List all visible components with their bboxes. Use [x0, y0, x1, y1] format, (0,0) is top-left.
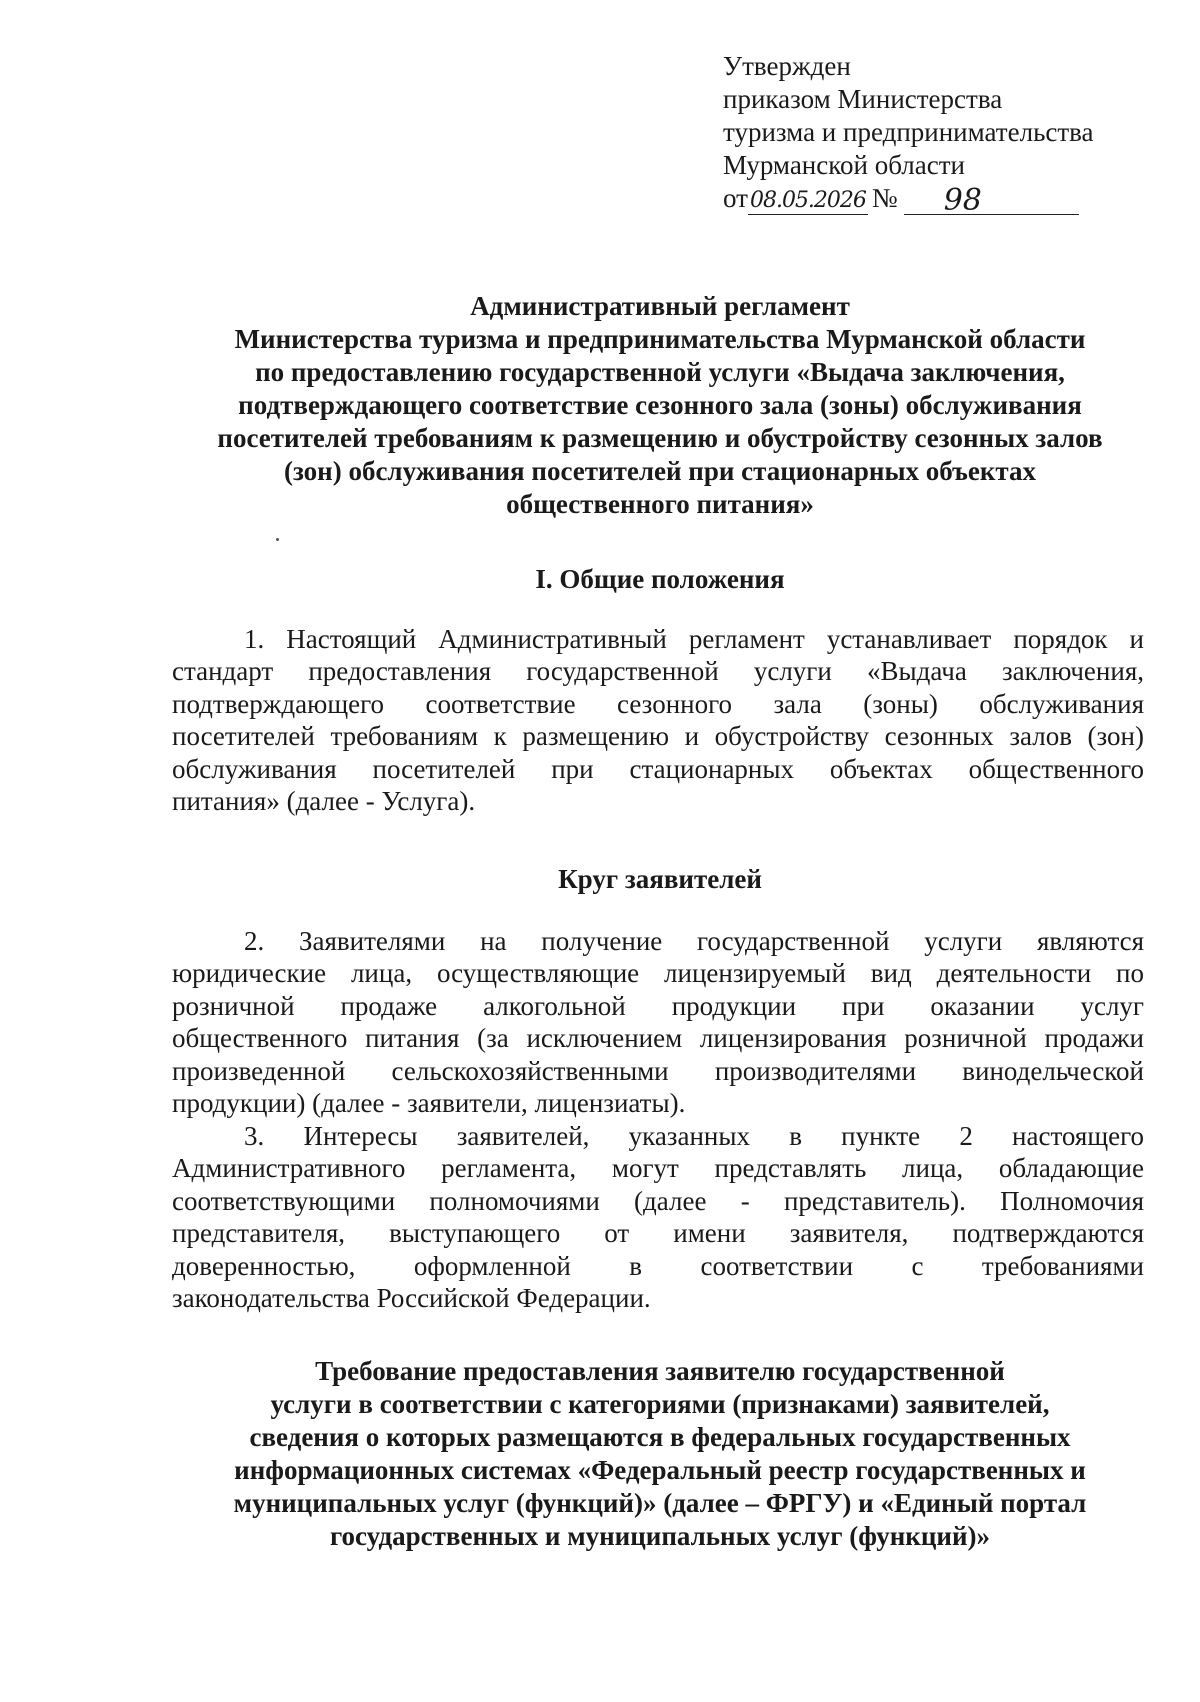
paragraph-line: розничной продаже алкогольной продукции при оказании услуг — [172, 990, 1144, 1021]
paragraph-line: соответствующими полномочиями (далее - представитель). Полномочия — [172, 1185, 1144, 1216]
paragraph-line: обслуживания посетителей при стационарных объектах общественного — [172, 753, 1144, 784]
paragraph-line: Административного регламента, могут представлять лица, обладающие — [172, 1153, 1144, 1184]
paragraph-line: стандарт предоставления государственной услуги «Выдача заключения, — [172, 656, 1144, 687]
paragraph-line: 2. Заявителями на получение государственной услуги являются — [244, 926, 1144, 956]
paragraph-line: 3. Интересы заявителей, указанных в пункте 2 настоящего — [244, 1121, 1144, 1151]
approval-line: туризма и предпринимательства — [723, 117, 1094, 147]
paragraph-2 — [172, 925, 1144, 1119]
paragraph-line: представителя, выступающего от имени заявителя, подтверждаются — [172, 1218, 1144, 1249]
paragraph-line: 1. Настоящий Административный регламент устанавливает порядок и — [244, 624, 1144, 654]
title-line: по предоставлению государственной услуги «Выдача заключения, — [255, 357, 1065, 387]
section-heading-requirement — [170, 1355, 1150, 1553]
from-label: от — [723, 183, 748, 213]
approval-date-number-line — [723, 182, 1143, 218]
title-line: посетителей требованиям к размещению и обустройству сезонных залов — [217, 423, 1103, 453]
heading-line: государственных и муниципальных услуг (функций)» — [329, 1521, 991, 1551]
paragraph-3 — [172, 1120, 1144, 1314]
paragraph-1 — [172, 623, 1144, 817]
approval-line: приказом Министерства — [723, 84, 1003, 114]
paragraph-line: питания» (далее - Услуга). — [172, 786, 476, 817]
paragraph-line: законодательства Российской Федерации. — [172, 1283, 651, 1314]
document-title — [170, 290, 1150, 521]
paragraph-line: общественного питания (за исключением лицензирования розничной продажи — [172, 1023, 1144, 1054]
title-line: Министерства туризма и предпринимательства Мурманской области — [234, 324, 1086, 354]
heading-line: Требование предоставления заявителю государственной — [315, 1356, 1005, 1386]
handwritten-date: 08.05.2026 — [749, 188, 866, 213]
section-heading-general: I. Общие положения — [535, 564, 785, 594]
title-line: общественного питания» — [506, 489, 814, 519]
title-line: (зон) обслуживания посетителей при стационарных объектах — [283, 456, 1037, 486]
handwritten-number: 98 — [904, 188, 1079, 215]
paragraph-line: доверенностью, оформленной в соответствии с требованиями — [172, 1250, 1144, 1281]
number-label: № — [871, 183, 898, 213]
paragraph-line: юридические лица, осуществляющие лицензируемый вид деятельности по — [172, 958, 1144, 989]
paragraph-line: произведенной сельскохозяйственными производителями винодельческой — [172, 1055, 1144, 1086]
title-line: подтверждающего соответствие сезонного зала (зоны) обслуживания — [238, 390, 1082, 420]
title-line: Административный регламент — [470, 291, 850, 321]
approval-line: Мурманской области — [723, 150, 965, 180]
approval-block — [723, 50, 1143, 218]
approval-line: Утвержден — [723, 51, 851, 81]
scan-speck — [276, 538, 279, 541]
heading-line: услуги в соответствии с категориями (признаками) заявителей, — [270, 1389, 1050, 1419]
heading-line: информационных системах «Федеральный реестр государственных и — [234, 1455, 1086, 1485]
heading-line: муниципальных услуг (функций)» (далее – ФРГУ) и «Единый портал — [233, 1488, 1087, 1518]
heading-line: сведения о которых размещаются в федеральных государственных — [249, 1422, 1071, 1452]
paragraph-line: подтверждающего соответствие сезонного зала (зоны) обслуживания — [172, 688, 1144, 719]
section-heading-applicants: Круг заявителей — [558, 864, 762, 894]
paragraph-line: посетителей требованиям к размещению и обустройству сезонных залов (зон) — [172, 721, 1144, 752]
paragraph-line: продукции) (далее - заявители, лицензиаты). — [172, 1088, 686, 1119]
